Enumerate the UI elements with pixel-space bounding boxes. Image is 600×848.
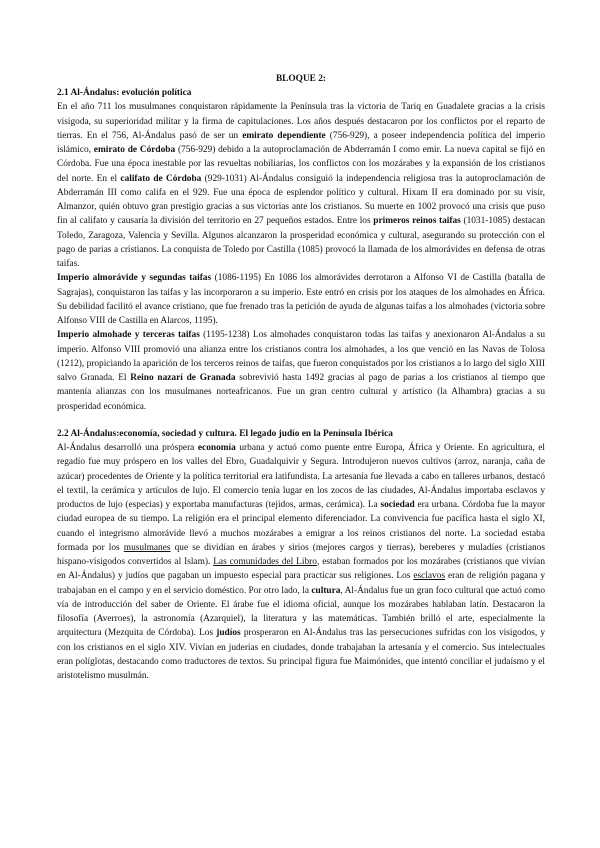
text-run: urbana y actuó como puente entre Europa, África y Oriente. En agricultura, el regadío fue muy próspero en los valles del Ebro, Guadalquivir y Segura. Introdujeron nuevos cultivos (arroz, naranja, caña de azúcar) procedentes de Oriente y la política territorial era latifundista. La artesanía fue llevada a cabo en talleres urbanos, destacó el textil, la cerámica y artículos de lujo. El comercio tenía lugar en los zocos de las ciudades, Al-Ándalus importaba esclavos y productos de lujo (especias) y exportaba manufacturas (tejidos, armas, cerámica). La xyxy=(57,443,545,510)
bold-term: califato de Córdoba xyxy=(120,173,202,184)
text-run: (756-929), a poseer independencia política del imperio islámico, xyxy=(57,130,545,155)
text-run: En el año 711 los musulmanes conquistaron rápidamente la Península tras la victoria de Tariq en Guadalete gracias a la crisis visigoda, su superioridad militar y la firma de capitulaciones. Los años después destacaron por los conflictos por el reparto de tierras. En el 756, Al-Ándalus pasó de ser un xyxy=(57,102,545,141)
text-run: sobrevivió hasta 1492 gracias al pago de parias a los cristianos al tiempo que mantenía alianzas con los musulmanes norteafricanos. Fue un gran centro cultural y artístico (la Alhambra) gracias a su prosperidad económica. xyxy=(57,373,545,412)
text-run: (929-1031) Al-Ándalus consiguió la independencia religiosa tras la autoproclamación de Abderramán III como califa en el 929. Fue una época de esplendor político y cultural. Hixam II era dominado por su visir, Almanzor, quién obtuvo gran prestigio gracias a sus victorias ante los cristianos. Su muerte en 1002 provocó una crisis que puso fin al califato y causaría la división del territorio en 27 pequeños estados. Entre los xyxy=(57,173,545,227)
section-1-paragraph-2 xyxy=(57,271,545,328)
text-run: (756-929) debido a la autoproclamación de Abderramán I como emir. La nueva capital se fijó en Córdoba. Fue una época inestable por las revueltas nobiliarias, los conflictos con los mozárabes y la expansión de los cristianos del norte. En el xyxy=(57,145,545,184)
bold-term: primeros reinos taifas xyxy=(373,216,461,227)
text-run: (1031-1085) destacan Toledo, Zaragoza, Valencia y Sevilla. Algunos alcanzaron la prosperidad económica y cultural, asegurando su protección con el pago de parias a cristianos. La conquista de Toledo por Castilla (1085) provocó la llamada de los almorávides en defensa de otras taifas. xyxy=(57,216,545,269)
underlined-term: musulmanes xyxy=(123,542,171,553)
text-run: , estaban formados por los mozárabes (cristianos que vivían en Al-Ándalus) y judíos que pagaban un impuesto especial para practicar sus religiones. Los xyxy=(57,557,545,582)
section-1-paragraph-1 xyxy=(57,100,545,271)
underlined-term: esclavos xyxy=(413,571,446,582)
block-title: BLOQUE 2: xyxy=(275,74,327,84)
bold-term: sociedad xyxy=(380,500,415,510)
bold-term: emirato dependiente xyxy=(242,130,326,141)
section-gap xyxy=(57,414,545,427)
text-run: era urbana. Córdoba fue la mayor ciudad europea de su tiempo. La religión era el principal elemento diferenciador. La convivencia fue pacífica hasta el siglo XI, cuando el integrismo almorávide llevó a muchos mozárabes a emigrar a los reinos cristianos del norte. La sociedad estaba formada por los xyxy=(57,500,545,553)
bold-term: Reino nazarí de Granada xyxy=(130,373,236,383)
bold-term: Imperio almorávide y segundas taifas xyxy=(57,273,212,284)
text-run: , Al-Ándalus fue un gran foco cultural que actuó como vía de introducción del saber de Oriente. El árabe fue el idioma oficial, aunque los mozárabes hablaban latín. Destacaron la filosofía (Averroes), la astronomía (Azarquiel), la literatura y las matemáticas. También brilló el arte, especialmente la arquitectura (Mezquita de Córdoba). Los xyxy=(57,585,545,639)
section-2-title: 2.2 Al-Ándalus:economía, sociedad y cultura. El legado judío en la Península Ibérica xyxy=(57,428,393,439)
document-page xyxy=(57,72,545,683)
underlined-term: Las comunidades del Libro xyxy=(213,557,317,567)
bold-term: emirato de Córdoba xyxy=(93,145,176,155)
text-run: que se dividían en árabes y sirios (mejores cargos y tierras), bereberes y muladíes (cristianos hispano-visigodos convertidos al Islam). xyxy=(57,542,546,567)
bold-term: cultura xyxy=(311,585,341,596)
bold-term: economía xyxy=(197,443,236,453)
bold-term: judíos xyxy=(216,628,241,639)
text-run: (1195-1238) Los almohades conquistaron todas las taifas y anexionaron Al-Ándalus a su imperio. Alfonso VIII promovió una alianza entre los cristianos contra los almohades, a los que venció en las Navas de Tolosa (1212), propiciando la aparición de los terceros reinos de taifas, que fueron conquistados por los cristianos a lo largo del siglo XIII salvo Granada. El xyxy=(57,330,546,383)
section-2-paragraph-1 xyxy=(57,441,545,683)
text-run: eran de religión pagana y trabajaban en el campo y en el servicio doméstico. Por otro lado, la xyxy=(57,571,545,596)
text-run: Al-Ándalus desarrolló una próspera xyxy=(57,443,198,453)
text-run: prosperaron en Al-Ándalus tras las persecuciones sufridas con los visigodos, y con los cristianos en el siglo XIV. Vivían en juderías en ciudades, donde trabajaban la artesanía y el comercio. Sus intelectuales eran políglotas, destacando como traductores de textos. Su principal figura fue Maimónides, que intentó conciliar el judaísmo y el aristotelismo musulmán. xyxy=(57,628,545,681)
text-run: (1086-1195) En 1086 los almorávides derrotaron a Alfonso VI de Castilla (batalla de Sagrajas), conquistaron las taifas y las incorporaron a su imperio. Este entró en crisis por los ataques de los almohades en África. Su debilidad facilitó el avance cristiano, que fue frenado tras la petición de ayuda de algunas taifas a los almohades (victoria sobre Alfonso VIII de Castilla en Alarcos, 1195). xyxy=(57,273,546,326)
section-1-title: 2.1 Al-Ándalus: evolución política xyxy=(57,88,192,98)
bold-term: Imperio almohade y terceras taifas xyxy=(57,330,200,341)
section-1-paragraph-3 xyxy=(57,328,545,414)
